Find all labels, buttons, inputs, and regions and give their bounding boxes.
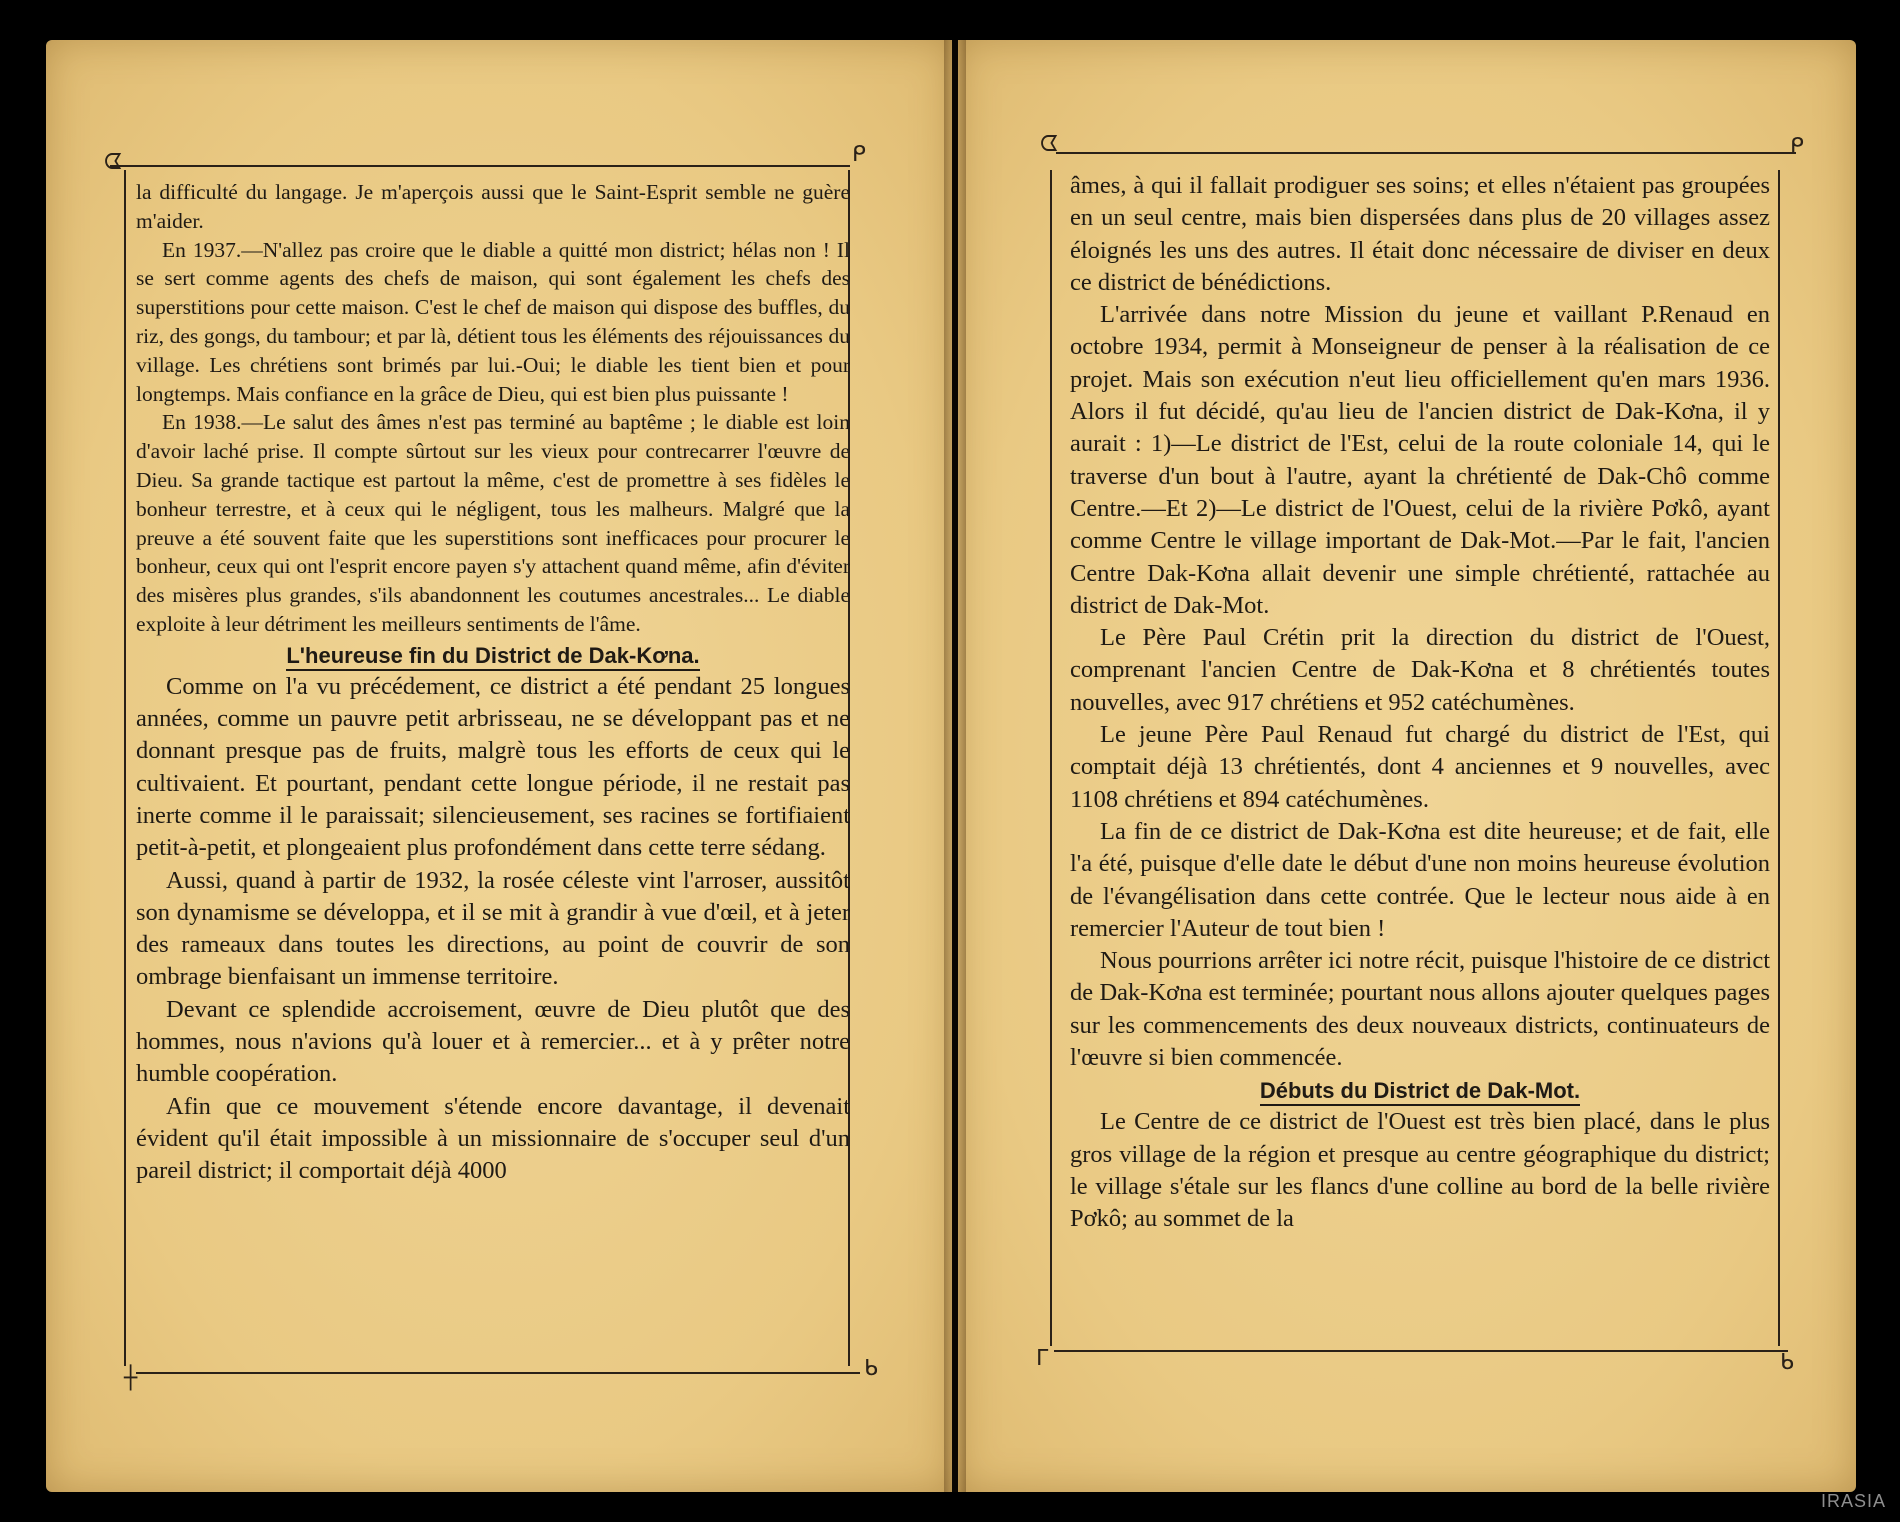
right-top-rule bbox=[1056, 152, 1796, 154]
right-paragraph: La fin de ce district de Dak-Kơna est dite heureuse; et de fait, elle l'a été, puisque d'elle date le début d'une non moins heureuse évolution de l'évangélisation dans cette contrée. Que le lecteur nous aide à en remercier l'Auteur de tout bien ! bbox=[1070, 817, 1770, 942]
right-paragraph: Nous pourrions arrêter ici notre récit, puisque l'histoire de ce district de Dak-Kơna est terminée; pourtant nous allons ajouter quelques pages sur les commencements des deux nouveaux districts, continuateurs de l'œuvre si bien commencée. bbox=[1070, 947, 1770, 1072]
right-top-right-crop-mark: ᑭ bbox=[1790, 134, 1804, 159]
left-paragraph: Aussi, quand à partir de 1932, la rosée céleste vint l'arroser, aussitôt son dynamisme se développa, et il se mit à grandir à vue d'œil, et à jeter des rameaux dans toutes les directions, au point de couvrir de son ombrage bienfaisant un immense territoire. bbox=[136, 866, 850, 991]
right-section-heading: Débuts du District de Dak-Mot. bbox=[1070, 1078, 1770, 1104]
left-top-left-crop-mark: ᗧ bbox=[104, 150, 123, 175]
right-text-column bbox=[1070, 170, 1770, 1236]
left-top-right-crop-mark: ᑭ bbox=[852, 142, 866, 167]
left-bottom-left-crop-mark: ┼ bbox=[124, 1366, 138, 1391]
left-large-print-section bbox=[136, 671, 850, 1188]
right-paragraph: Le Centre de ce district de l'Ouest est très bien placé, dans le plus gros village de la région et presque au centre géographique du district; le village s'étale sur les flancs d'une colline au bord de la belle rivière Pơkô; au sommet de la bbox=[1070, 1108, 1770, 1233]
left-paragraph: Comme on l'a vu précédement, ce district a été pendant 25 longues années, comme un pauvre petit arbrisseau, ne se développant pas et ne donnant presque pas de fruits, malgrè tous les efforts de ceux qui le cultivaient. Et pourtant, pendant cette longue période, il ne restait pas inerte comme il le paraissait; silencieusement, ses racines se fortifiaient petit-à-petit, et plongeaient plus profondément dans cette terre sédang. bbox=[136, 672, 850, 862]
left-section-heading: L'heureuse fin du District de Dak-Kơna. bbox=[136, 643, 850, 669]
left-bottom-right-crop-mark: ᑲ bbox=[864, 1356, 878, 1381]
right-bottom-left-crop-mark: ᒥ bbox=[1036, 1346, 1049, 1371]
left-text-column bbox=[136, 178, 850, 1188]
left-paragraph: la difficulté du langage. Je m'aperçois aussi que le Saint-Esprit semble ne guère m'aider. bbox=[136, 180, 850, 233]
right-paragraph: âmes, à qui il fallait prodiguer ses soins; et elles n'étaient pas groupées en un seul centre, mais bien dispersées dans plus de 20 villages assez éloignés les uns des autres. Il était donc nécessaire de diviser en deux ce district de bénédictions. bbox=[1070, 172, 1770, 296]
left-paragraph: Devant ce splendide accroisement, œuvre de Dieu plutôt que des hommes, nous n'avions qu'à louer et à remercier... et à y prêter notre humble coopération. bbox=[136, 995, 850, 1088]
left-paragraph: En 1937.—N'allez pas croire que le diable a quitté mon district; hélas non ! Il se sert comme agents des chefs de maison, qui sont également les chefs des superstitions pour cette maison. C'est le chef de maison qui dispose des buffles, du riz, des gongs, du tambour; et par là, détient tous les éléments des réjouissances du village. Les chrétiens sont brimés par lui.-Oui; le diable les tient bien et pour longtemps. Mais confiance en la grâce de Dieu, qui est bien plus puissante ! bbox=[136, 237, 850, 406]
left-paragraph: En 1938.—Le salut des âmes n'est pas terminé au baptême ; le diable est loin d'avoir laché prise. Il compte sûrtout sur les vieux pour contrecarrer l'œuvre de Dieu. Sa grande tactique est partout la même, c'est de promettre à ses fidèles le bonheur terrestre, et à ceux qui le négligent, tous les malheurs. Malgré que la preuve a été souvent faite que les superstitions sont inefficaces pour procurer le bonheur, ceux qui ont l'esprit encore payen s'y attachent quand même, afin d'éviter des misères plus grandes, s'ils abandonnent les coutumes ancestrales... Le diable exploite à leur détriment les meilleurs sentiments de l'âme. bbox=[136, 410, 850, 636]
right-paragraph: Le Père Paul Crétin prit la direction du district de l'Ouest, comprenant l'ancien Centre de Dak-Kơna et 8 chrétientés toutes nouvelles, avec 917 chrétiens et 952 catéchumènes. bbox=[1070, 624, 1770, 716]
right-bottom-right-crop-mark: ᑲ bbox=[1780, 1350, 1794, 1375]
left-top-rule bbox=[110, 165, 850, 167]
right-paragraph: L'arrivée dans notre Mission du jeune et vaillant P.Renaud en octobre 1934, permit à Monseigneur de penser à la réalisation de ce projet. Mais son exécution n'eut lieu officiellement qu'en mars 1936. Alors il fut décidé, qu'au lieu de l'ancien district de Dak-Kơna, il y aurait : 1)—Le district de l'Est, celui de la route coloniale 14, qui le traverse d'un bout à l'autre, ayant la chrétienté de Dak-Chô comme Centre.—Et 2)—Le district de l'Ouest, celui de la rivière Pơkô, ayant comme Centre le village important de Dak-Mot.—Par le fait, l'ancien Centre Dak-Kơna allait devenir une simple chrétienté, rattachée au district de Dak-Mot. bbox=[1070, 301, 1770, 619]
right-bottom-rule bbox=[1054, 1350, 1788, 1352]
right-top-left-crop-mark: ᗧ bbox=[1040, 132, 1059, 157]
right-paragraph: Le jeune Père Paul Renaud fut chargé du district de l'Est, qui comptait déjà 13 chrétientés, dont 4 anciennes et 9 nouvelles, avec 1108 chrétiens et 894 catéchumènes. bbox=[1070, 721, 1770, 813]
left-small-print-section bbox=[136, 178, 850, 639]
irasia-watermark: IRASIA bbox=[1820, 1491, 1886, 1511]
left-bottom-rule bbox=[136, 1372, 860, 1374]
left-paragraph: Afin que ce mouvement s'étende encore davantage, il devenait évident qu'il était impossible à un missionnaire de s'occuper seul d'un pareil district; il comportait déjà 4000 bbox=[136, 1092, 850, 1185]
book-gutter bbox=[944, 40, 966, 1492]
